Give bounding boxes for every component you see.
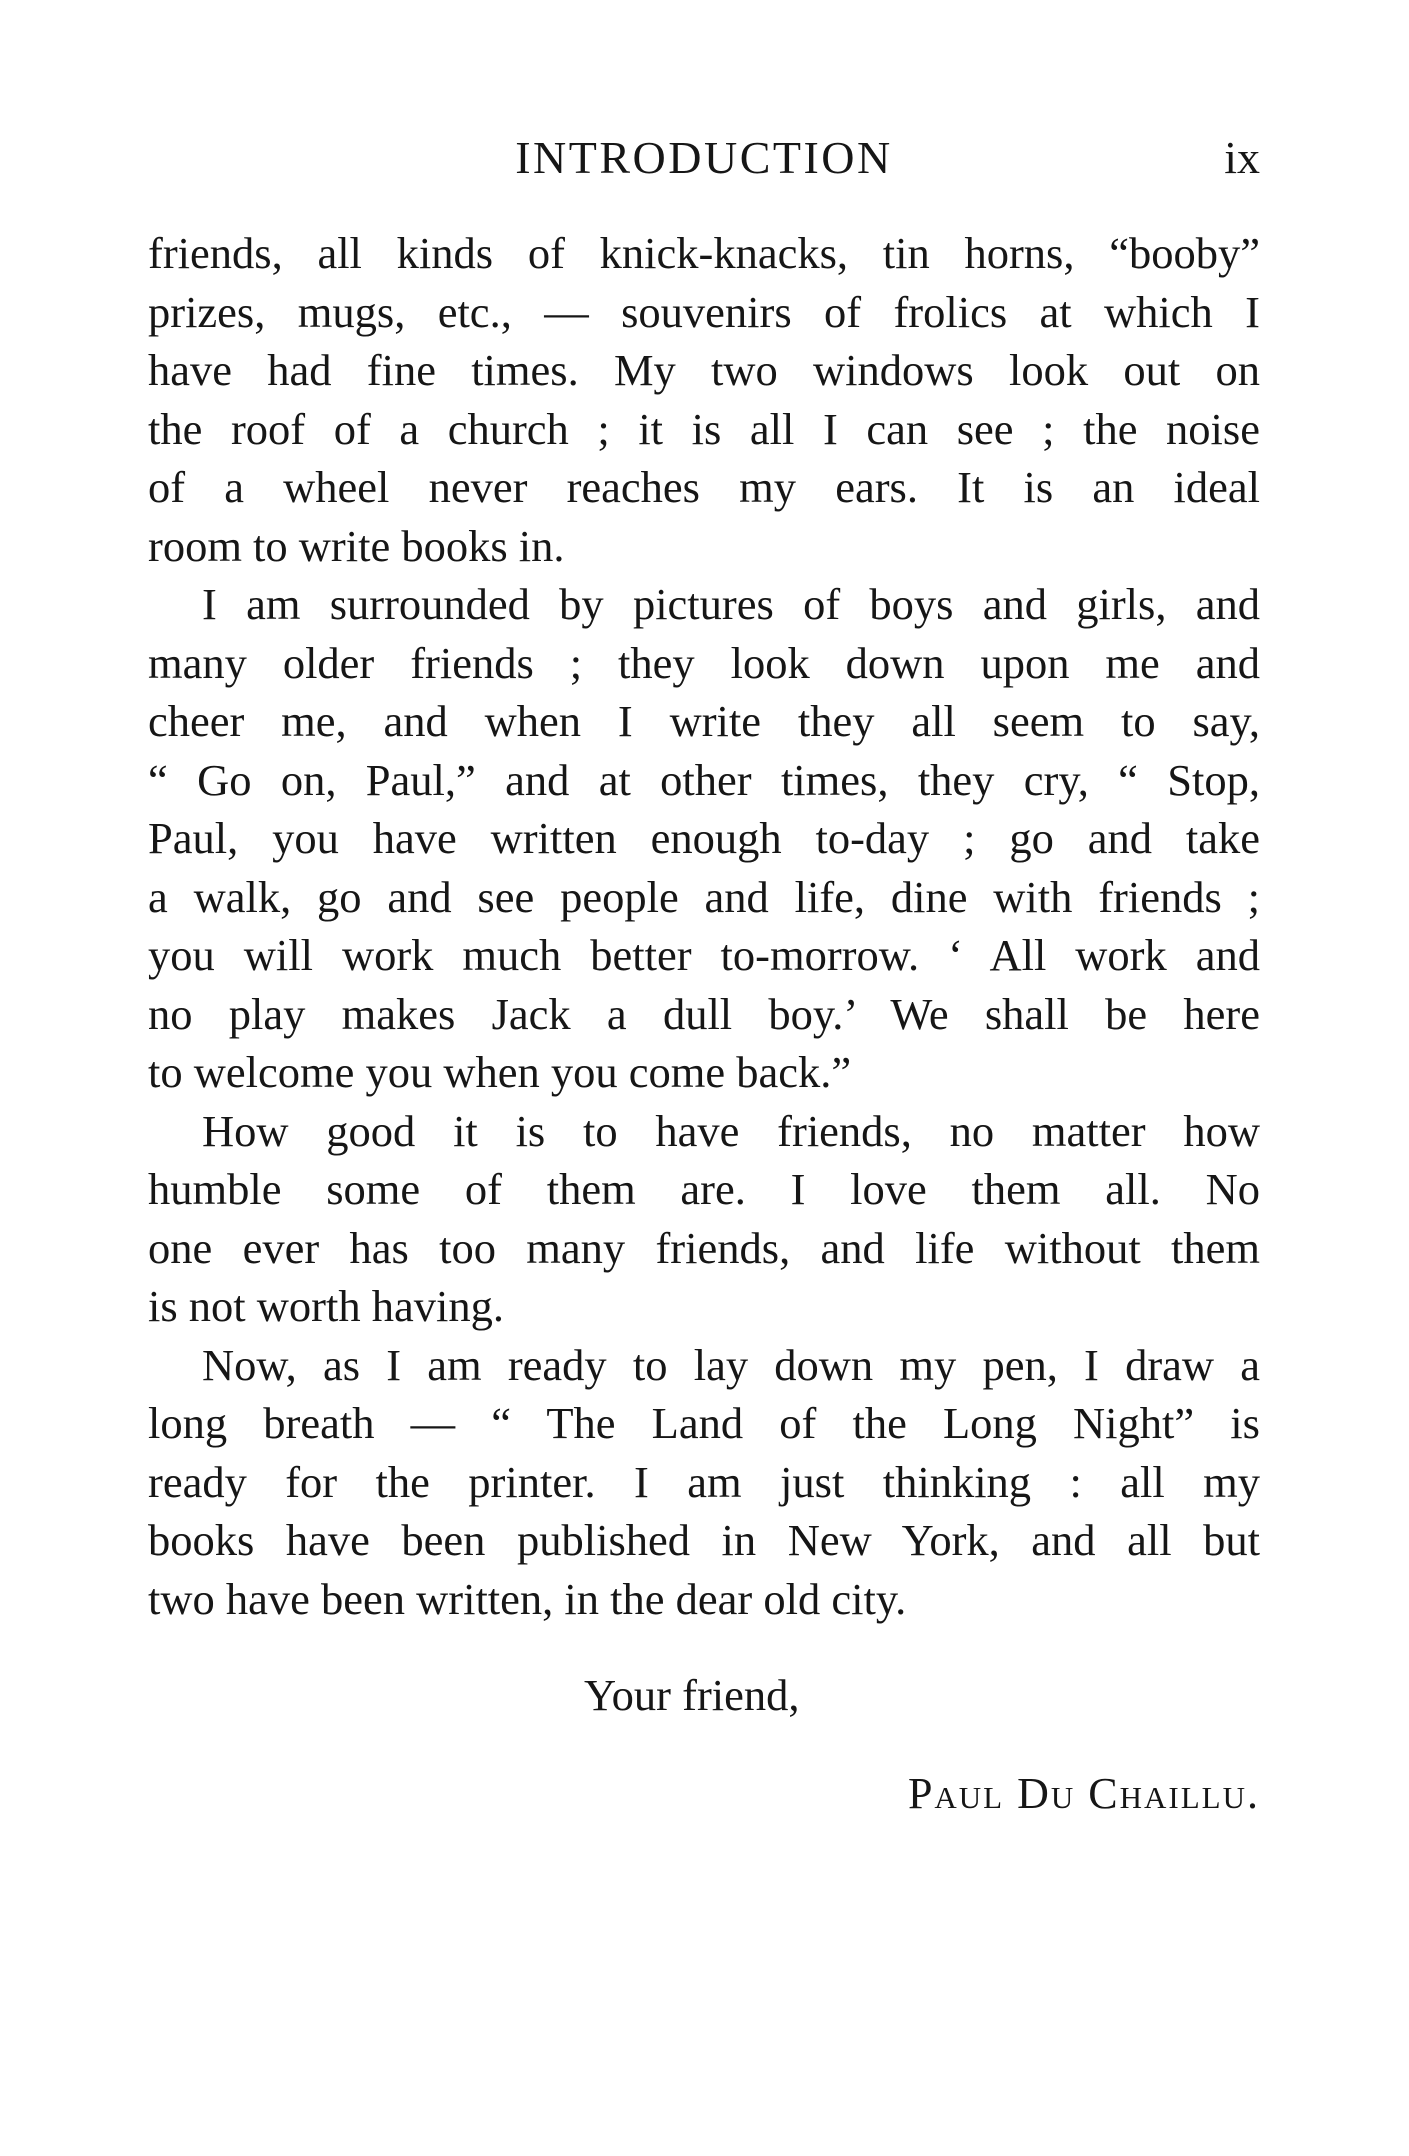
text-line: I am surrounded by pictures of boys and girls, and bbox=[202, 579, 1260, 629]
text-line: room to write books in. bbox=[148, 520, 565, 571]
text-line: How good it is to have friends, no matter how bbox=[202, 1105, 1260, 1156]
running-head bbox=[148, 128, 1260, 188]
text-line: Paul, you have written enough to-day ; go and take bbox=[148, 813, 1260, 863]
text-line: no play makes Jack a dull boy.’ We shall be here bbox=[148, 988, 1260, 1039]
body-text bbox=[148, 224, 1260, 1628]
text-line: Now, as I am ready to lay down my pen, I draw a bbox=[202, 1339, 1260, 1390]
text-line: cheer me, and when I write they all seem to say, bbox=[148, 696, 1260, 746]
text-line: you will work much better to-morrow. ‘ All work and bbox=[148, 930, 1260, 980]
salutation: Your friend, bbox=[584, 1670, 800, 1720]
text-line: humble some of them are. I love them all. No bbox=[148, 1164, 1260, 1214]
page-number: ix bbox=[1224, 132, 1260, 183]
text-line: two have been written, in the dear old city. bbox=[148, 1573, 907, 1624]
text-line: have had fine times. My two windows look out on bbox=[148, 345, 1260, 395]
text-line: a walk, go and see people and life, dine with friends ; bbox=[148, 871, 1260, 922]
text-line: friends, all kinds of knick-knacks, tin horns, “booby” bbox=[148, 228, 1260, 278]
text-line: many older friends ; they look down upon me and bbox=[148, 637, 1260, 688]
signature: Paul Du Chaillu. bbox=[907, 1769, 1260, 1818]
text-line: is not worth having. bbox=[148, 1281, 504, 1331]
text-line: long breath — “ The Land of the Long Night” is bbox=[148, 1398, 1260, 1448]
text-line: the roof of a church ; it is all I can see ; the noise bbox=[148, 403, 1260, 454]
text-line: of a wheel never reaches my ears. It is an ideal bbox=[148, 462, 1260, 512]
text-line: ready for the printer. I am just thinking : all my bbox=[148, 1456, 1260, 1507]
text-line: “ Go on, Paul,” and at other times, they cry, “ Stop, bbox=[148, 754, 1260, 805]
text-line: books have been published in New York, and all but bbox=[148, 1515, 1260, 1565]
page-title: INTRODUCTION bbox=[515, 132, 893, 183]
text-line: prizes, mugs, etc., — souvenirs of frolics at which I bbox=[148, 286, 1260, 337]
text-line: one ever has too many friends, and life without them bbox=[148, 1222, 1260, 1273]
text-line: to welcome you when you come back.” bbox=[148, 1047, 852, 1097]
